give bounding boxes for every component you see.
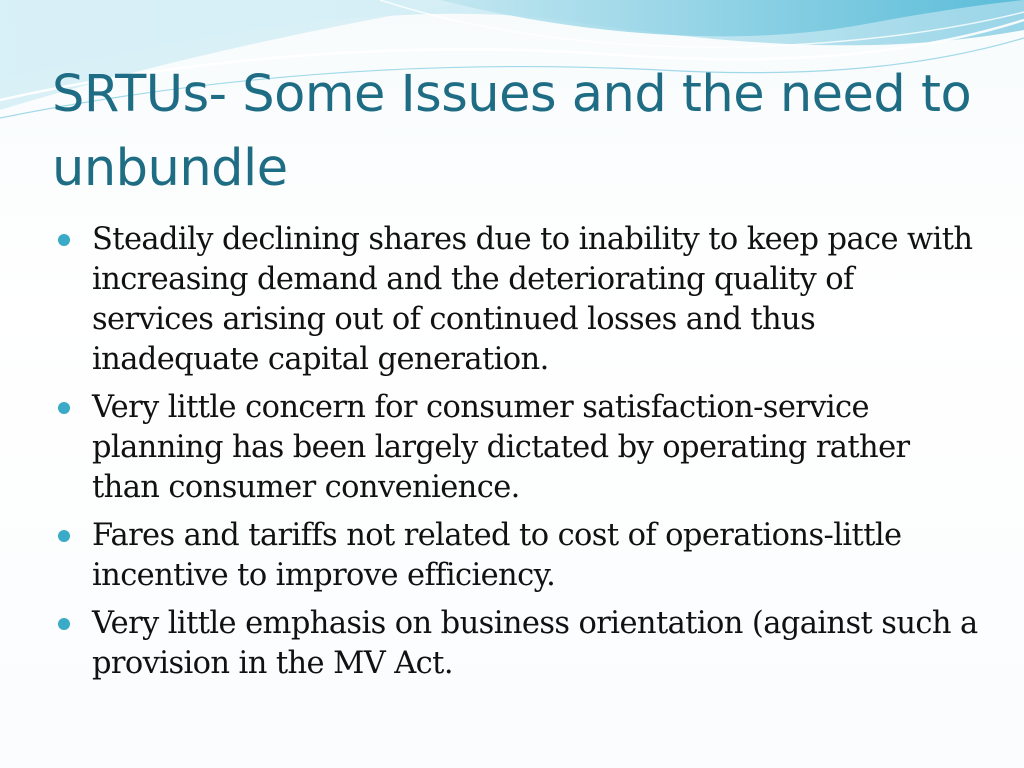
- bullet-dot-icon: [58, 234, 70, 246]
- bullet-text: Very little emphasis on business orientation (against such a provision in the MV Act.: [92, 606, 978, 681]
- bullet-item: [58, 516, 978, 596]
- bullet-text: Steadily declining shares due to inability to keep pace with increasing demand and the deteriorating quality of services arising out of continued losses and thus inadequate capital generation.: [92, 222, 973, 377]
- bullet-list: [58, 220, 978, 692]
- bullet-item: [58, 388, 978, 508]
- bullet-dot-icon: [58, 402, 70, 414]
- bullet-item: [58, 220, 978, 380]
- bullet-text: Fares and tariffs not related to cost of operations-little incentive to improve efficiency.: [92, 518, 902, 593]
- bullet-dot-icon: [58, 530, 70, 542]
- slide-title: SRTUs- Some Issues and the need to unbundle: [52, 65, 972, 198]
- bullet-text: Very little concern for consumer satisfaction-service planning has been largely dictated by operating rather than consumer convenience.: [92, 390, 910, 505]
- bullet-item: [58, 604, 978, 684]
- bullet-dot-icon: [58, 618, 70, 630]
